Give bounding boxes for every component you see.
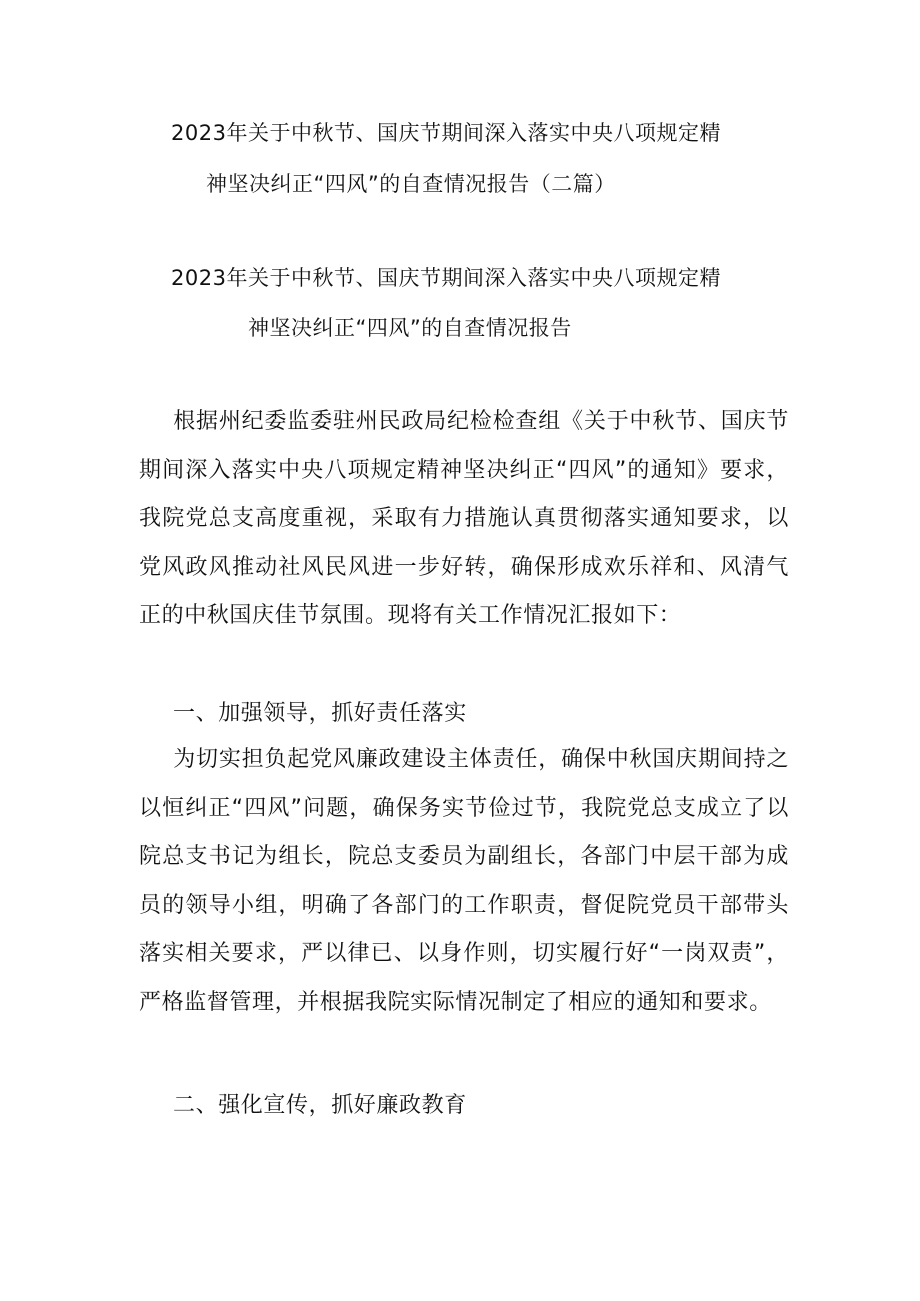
main-title-line-2: 神坚决纠正“四风”的自查情况报告（二篇） xyxy=(206,172,616,196)
intro-paragraph xyxy=(139,398,789,641)
sub-title-line-2: 神坚决纠正“四风”的自查情况报告 xyxy=(248,316,572,340)
section-2-heading: 二、强化宣传，抓好廉政教育 xyxy=(173,1093,467,1118)
main-title-line-1: 2023年关于中秋节、国庆节期间深入落实中央八项规定精 xyxy=(171,121,721,145)
section-1-heading: 一、加强领导，抓好责任落实 xyxy=(173,701,467,726)
intro-paragraph-text: 根据州纪委监委驻州民政局纪检检查组《关于中秋节、国庆节期间深入落实中央八项规定精神坚决纠正“四风”的通知》要求，我院党总支高度重视，采取有力措施认真贯彻落实通知要求，以党风政风推动社风民风进一步好转，确保形成欢乐祥和、风清气正的中秋国庆佳节氛围。现将有关工作情况汇报如下： xyxy=(139,409,789,629)
section-1-paragraph xyxy=(139,736,789,1028)
section-1-paragraph-text: 为切实担负起党风廉政建设主体责任，确保中秋国庆期间持之以恒纠正“四风”问题，确保务实节俭过节，我院党总支成立了以院总支书记为组长，院总支委员为副组长，各部门中层干部为成员的领导小组，明确了各部门的工作职责，督促院党员干部带头落实相关要求，严以律已、以身作则，切实履行好“一岗双责”，严格监督管理，并根据我院实际情况制定了相应的通知和要求。 xyxy=(139,747,789,1015)
sub-title-line-1: 2023年关于中秋节、国庆节期间深入落实中央八项规定精 xyxy=(171,266,721,290)
